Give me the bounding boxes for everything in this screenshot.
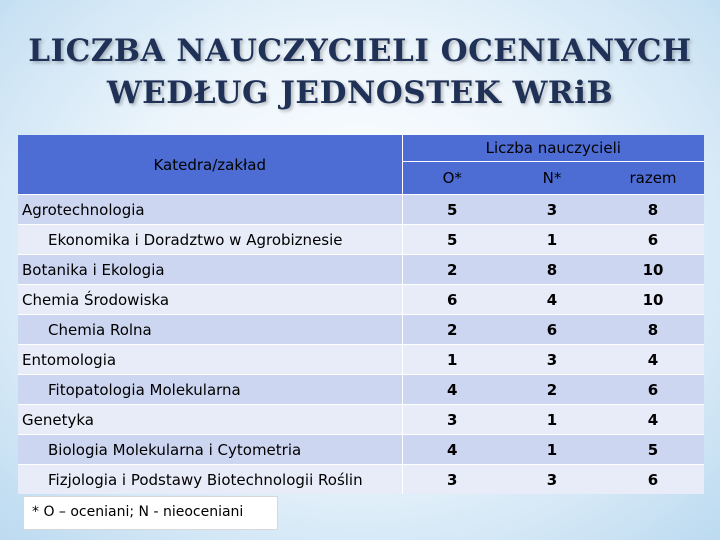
count-o: 2 [402, 315, 502, 345]
header-n: N* [502, 162, 602, 195]
count-n: 3 [502, 465, 602, 495]
table-row [18, 375, 704, 405]
header-o: O* [402, 162, 502, 195]
table-row [18, 345, 704, 375]
count-n: 1 [502, 225, 602, 255]
count-total: 6 [602, 375, 704, 405]
count-o: 4 [402, 375, 502, 405]
page-title-line-1: LICZBA NAUCZYCIELI OCENIANYCH [28, 33, 692, 69]
count-total: 5 [602, 435, 704, 465]
count-total: 6 [602, 225, 704, 255]
table-row [18, 225, 704, 255]
count-n: 3 [502, 345, 602, 375]
header-unit: Katedra/zakład [18, 135, 402, 195]
count-total: 4 [602, 405, 704, 435]
footnote: * O – oceniani; N - nieoceniani [23, 496, 278, 530]
page-title [0, 30, 720, 114]
count-n: 4 [502, 285, 602, 315]
page-title-line-2: WEDŁUG JEDNOSTEK WRiB [106, 75, 614, 111]
count-total: 6 [602, 465, 704, 495]
unit-name: Entomologia [18, 345, 402, 375]
table-row [18, 195, 704, 225]
table-row [18, 405, 704, 435]
unit-name: Fizjologia i Podstawy Biotechnologii Roślin [18, 465, 402, 495]
count-total: 4 [602, 345, 704, 375]
table-row [18, 285, 704, 315]
count-n: 1 [502, 435, 602, 465]
count-o: 3 [402, 405, 502, 435]
count-n: 6 [502, 315, 602, 345]
count-o: 5 [402, 225, 502, 255]
header-teacher-count: Liczba nauczycieli [402, 135, 704, 162]
table-row [18, 435, 704, 465]
unit-name: Chemia Rolna [18, 315, 402, 345]
unit-name: Agrotechnologia [18, 195, 402, 225]
unit-name: Biologia Molekularna i Cytometria [18, 435, 402, 465]
unit-name: Ekonomika i Doradztwo w Agrobiznesie [18, 225, 402, 255]
teachers-table [18, 135, 704, 494]
count-o: 2 [402, 255, 502, 285]
count-total: 8 [602, 315, 704, 345]
unit-name: Botanika i Ekologia [18, 255, 402, 285]
header-total: razem [602, 162, 704, 195]
table-row [18, 315, 704, 345]
unit-name: Fitopatologia Molekularna [18, 375, 402, 405]
unit-name: Chemia Środowiska [18, 285, 402, 315]
count-o: 5 [402, 195, 502, 225]
unit-name: Genetyka [18, 405, 402, 435]
count-total: 10 [602, 285, 704, 315]
count-o: 3 [402, 465, 502, 495]
count-o: 1 [402, 345, 502, 375]
count-n: 8 [502, 255, 602, 285]
count-n: 2 [502, 375, 602, 405]
count-total: 10 [602, 255, 704, 285]
count-n: 1 [502, 405, 602, 435]
count-total: 8 [602, 195, 704, 225]
table-row [18, 255, 704, 285]
count-o: 6 [402, 285, 502, 315]
table-row [18, 465, 704, 495]
count-o: 4 [402, 435, 502, 465]
count-n: 3 [502, 195, 602, 225]
